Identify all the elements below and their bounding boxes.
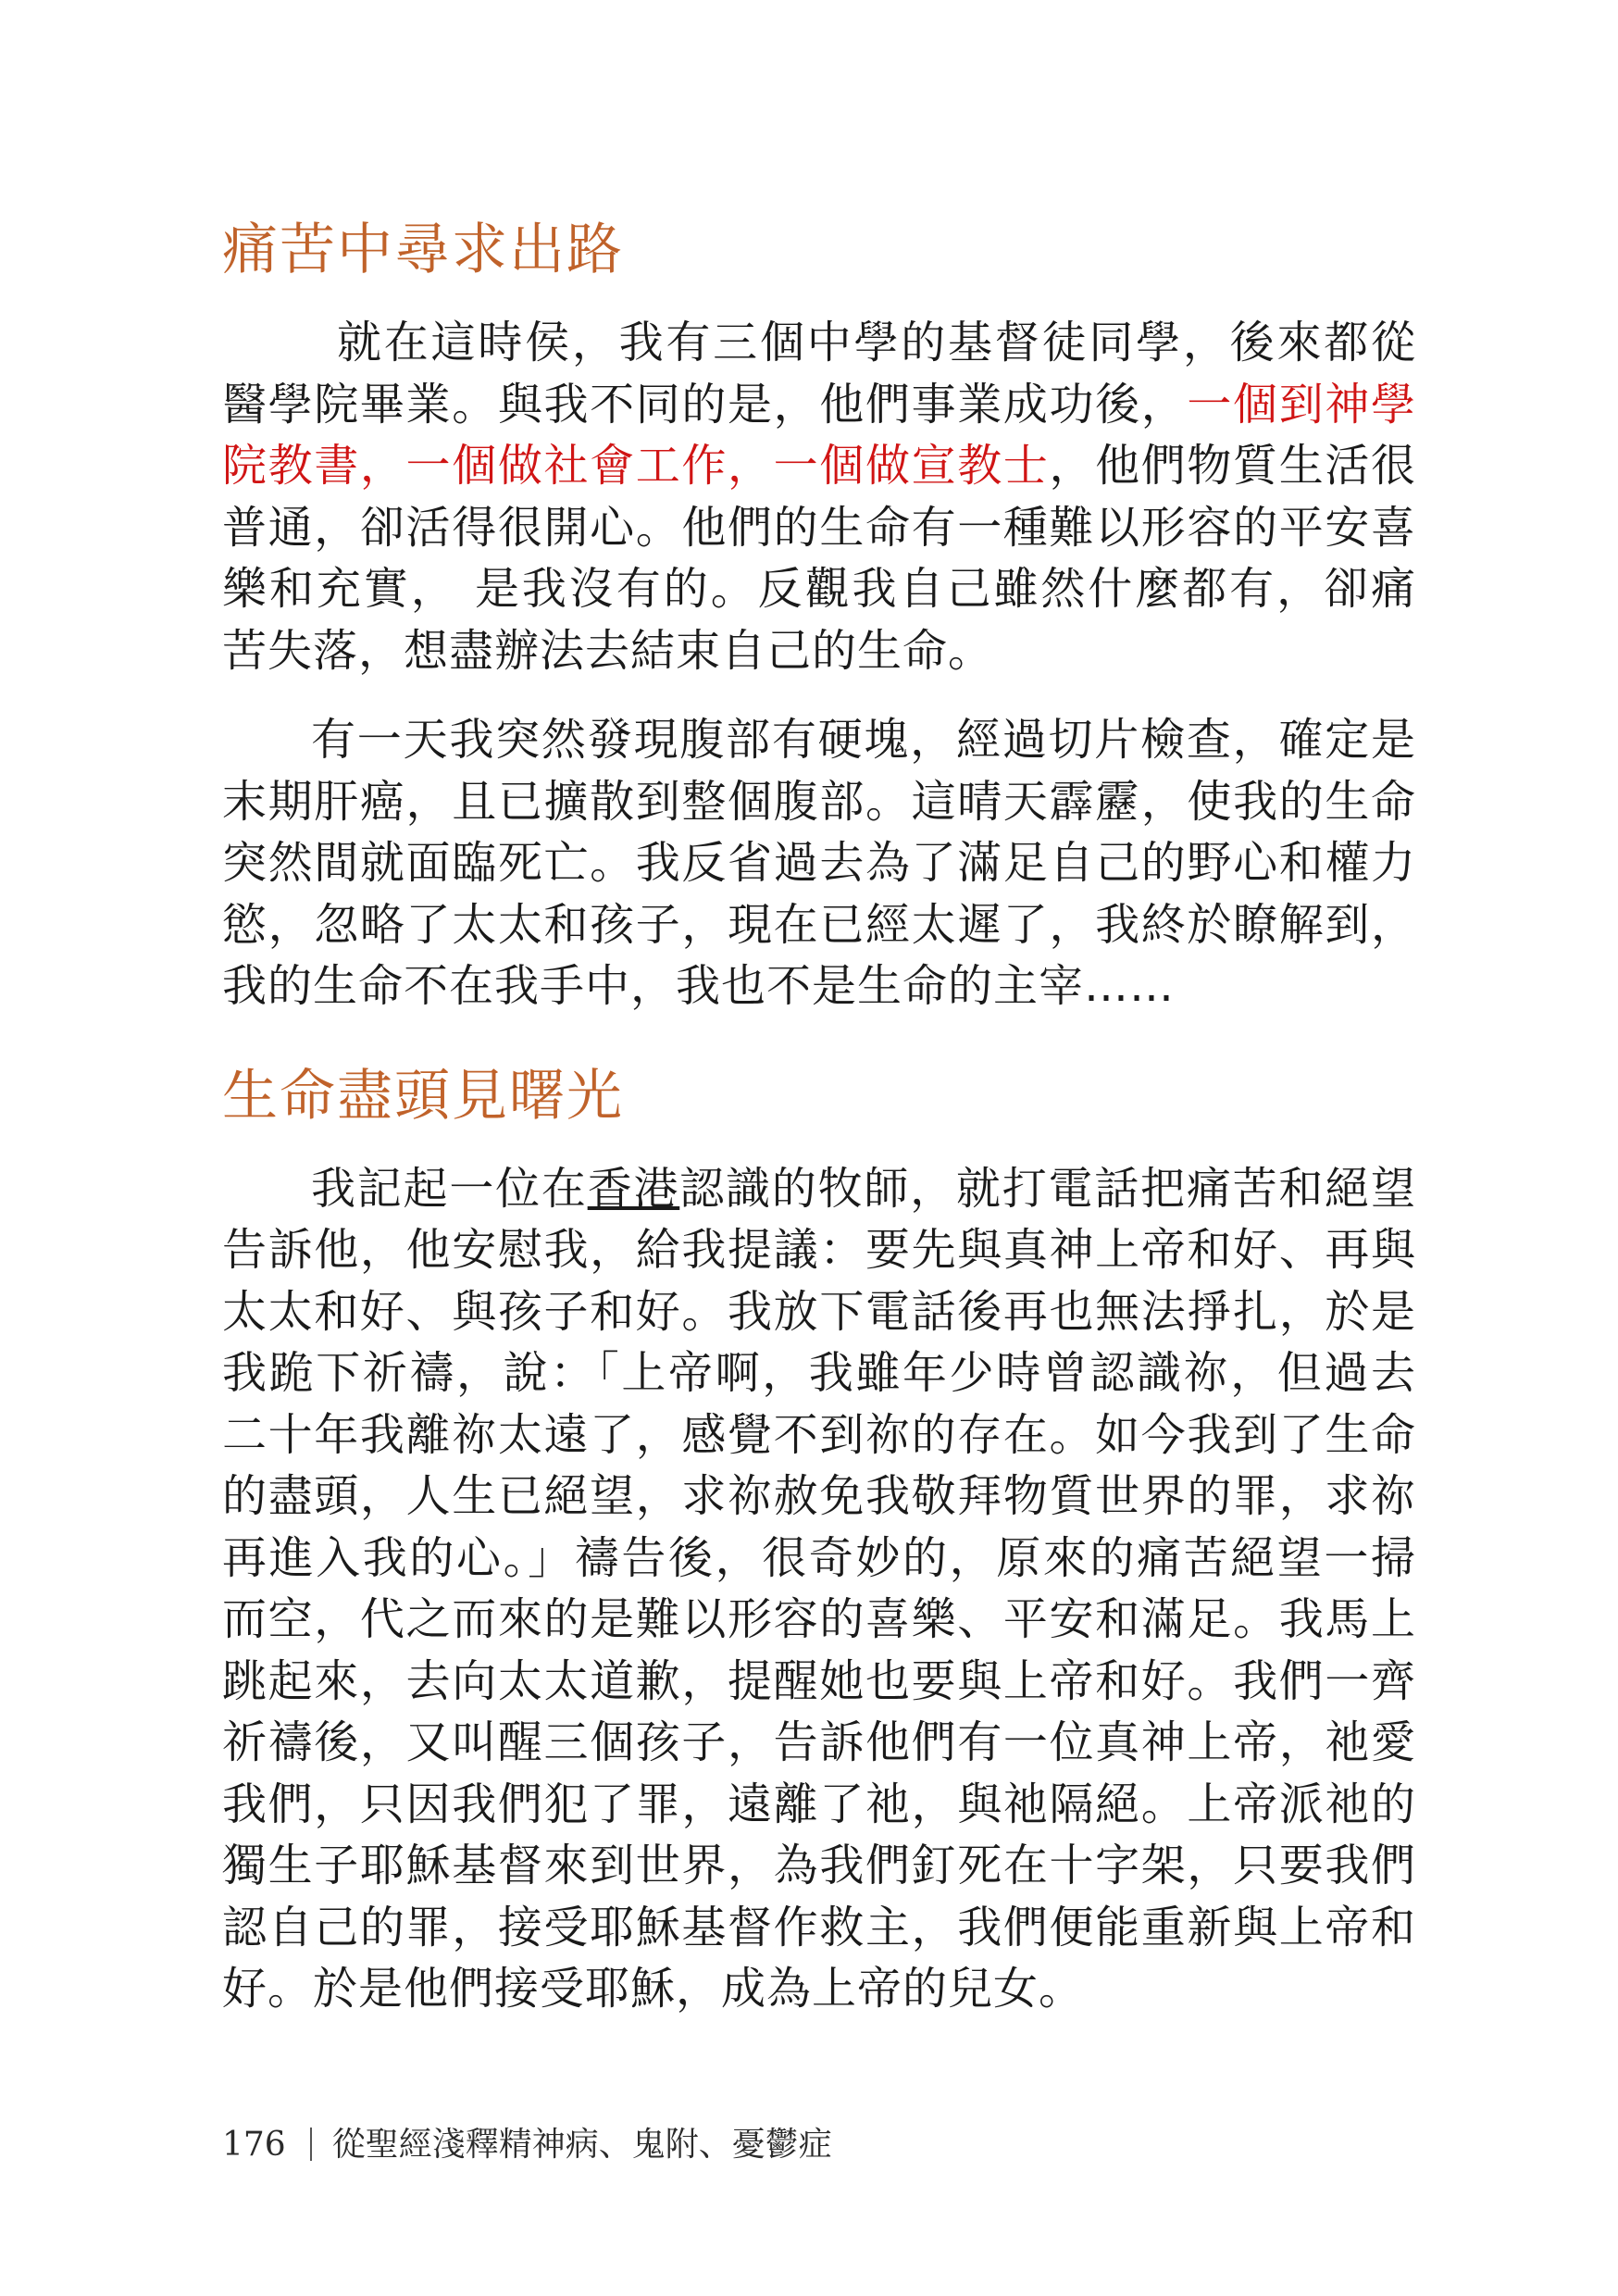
paragraph-text: ，他們物質生活很普通，卻活得很開心。他們的生命有一種難以形容的平安喜樂和充實， 是我沒有的。反觀我自己雖然什麼都有，卻痛苦失落，想盡辦法去結束自己的生命。 bbox=[222, 440, 1416, 677]
highlighted-text: 一個到神學院教書，一個做社會工作，一個做宣教士 bbox=[222, 378, 1416, 492]
paragraph-text: 就在這時侯，我有三個中學的基督徒同學，後來都從醫學院畢業。與我不同的是，他們事業成功後， bbox=[222, 317, 1416, 430]
page-footer bbox=[222, 2122, 832, 2168]
page-body bbox=[222, 208, 1416, 2048]
section-heading: 痛苦中尋求出路 bbox=[222, 218, 624, 282]
paragraph-text: 認識的牧師，就打電話把痛苦和絕望告訴他，他安慰我，給我提議：要先與真神上帝和好、再與太太和好、與孩子和好。我放下電話後再也無法掙扎，於是我跪下祈禱，說：「上帝啊，我雖年少時曾認識祢，但過去二十年我離祢太遠了，感覺不到祢的存在。如今我到了生命的盡頭，人生已絕望，求祢赦免我敬拜物質世界的罪，求祢再進入我的心。」禱告後，很奇妙的，原來的痛苦絕望一掃而空，代之而來的是難以形容的喜樂、平安和滿足。我馬上跳起來，去向太太道歉，提醒她也要與上帝和好。我們一齊祈禱後，又叫醒三個孩子，告訴他們有一位真神上帝，祂愛我們，只因我們犯了罪，遠離了祂，與祂隔絕。上帝派祂的獨生子耶穌基督來到世界，為我們釘死在十字架，只要我們認自己的罪，接受耶穌基督作救主，我們便能重新與上帝和好。於是他們接受耶穌，成為上帝的兒女。 bbox=[222, 1162, 1416, 2015]
body-paragraph: 有一天我突然發現腹部有硬塊，經過切片檢查，確定是末期肝癌，且已擴散到整個腹部。這晴天霹靂，使我的生命突然間就面臨死亡。我反省過去為了滿足自己的野心和權力慾，忽略了太太和孩子，現在已經太遲了，我終於瞭解到，我的生命不在我手中，我也不是生命的主宰…… bbox=[222, 714, 1416, 1012]
paragraph-text: 我記起一位在 bbox=[311, 1162, 588, 1215]
body-paragraph bbox=[222, 1158, 1416, 2020]
body-paragraph bbox=[222, 312, 1416, 681]
section-heading: 生命盡頭見曙光 bbox=[222, 1063, 624, 1129]
underlined-text: 香港 bbox=[587, 1162, 680, 1215]
book-title: 從聖經淺釋精神病、鬼附、憂鬱症 bbox=[331, 2126, 832, 2164]
footer-divider bbox=[310, 2128, 312, 2161]
page-number: 176 bbox=[222, 2126, 286, 2164]
